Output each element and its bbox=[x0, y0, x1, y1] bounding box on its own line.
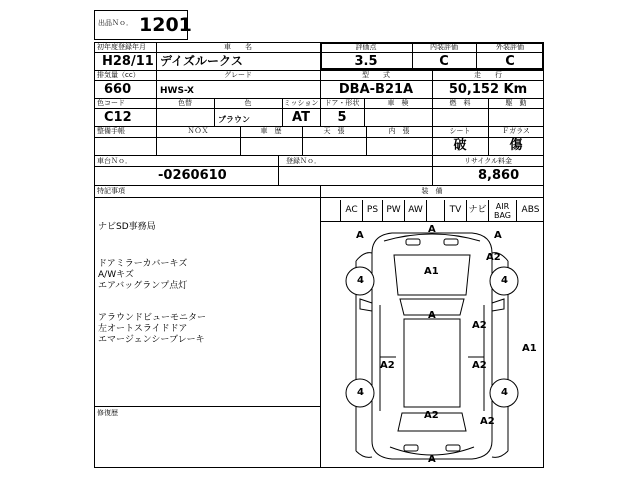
mark-front-right: A bbox=[494, 230, 502, 241]
equipment-blank bbox=[426, 200, 444, 221]
remarks-label: 特記事項 bbox=[97, 187, 125, 195]
glass-label: Ｆガラス bbox=[502, 127, 530, 135]
mission: AT bbox=[292, 110, 310, 125]
drive-label: 駆 動 bbox=[505, 99, 527, 107]
displacement: 660 bbox=[104, 82, 132, 97]
remark-line-6: 左オートスライドドア bbox=[98, 324, 188, 334]
mark-rear-window: A2 bbox=[424, 410, 439, 421]
doors-label: ドア・形状 bbox=[324, 99, 360, 107]
mark-front-right-fender: A2 bbox=[486, 252, 501, 263]
mileage: 50,152 Km bbox=[448, 82, 528, 97]
grade-label: グレード bbox=[224, 71, 252, 79]
mark-roof: A bbox=[428, 310, 436, 321]
displacement-label: 排気量（cc） bbox=[97, 71, 140, 79]
mark-wheel-rl: 4 bbox=[357, 387, 364, 398]
seat-condition: 破 bbox=[453, 138, 467, 153]
model-label: 型 式 bbox=[362, 71, 390, 79]
mark-left-rear-door: A2 bbox=[380, 360, 395, 371]
lot-number-label: 出品Ｎｏ． bbox=[98, 19, 133, 27]
remark-line-4: エアバッグランプ点灯 bbox=[98, 281, 188, 291]
mark-right-rear-door: A2 bbox=[472, 360, 487, 371]
mark-wheel-fl: 4 bbox=[357, 275, 364, 286]
lot-number: 1201 bbox=[139, 14, 192, 36]
reg-year-label: 初年度登録年月 bbox=[97, 43, 146, 51]
maintenance-book-label: 整備手帳 bbox=[97, 127, 125, 135]
mirror-left bbox=[360, 299, 372, 311]
taillight-left bbox=[404, 445, 418, 451]
chassis-label: 車台Ｎｏ． bbox=[97, 157, 132, 165]
interior-score: C bbox=[439, 54, 449, 69]
remark-line-3: A/Wキズ bbox=[98, 270, 134, 280]
car-name: デイズルークス bbox=[160, 54, 243, 68]
mark-front-left: A bbox=[356, 230, 364, 241]
car-diagram bbox=[320, 221, 544, 468]
mark-right-side: A1 bbox=[522, 343, 537, 354]
equipment-ac: AC bbox=[340, 200, 362, 221]
equipment-label: 装 備 bbox=[421, 187, 443, 195]
inspection-label: 車 検 bbox=[387, 99, 409, 107]
color-label: 色 bbox=[244, 99, 252, 107]
interior-pad-label: 内 張 bbox=[388, 127, 410, 135]
remark-line-7: エマージェンシーブレーキ bbox=[98, 335, 205, 345]
mark-wheel-rr: 4 bbox=[501, 387, 508, 398]
model: DBA-B21A bbox=[338, 82, 414, 97]
grade: HWS-X bbox=[160, 86, 194, 96]
repair-history-label: 修復歴 bbox=[97, 409, 118, 417]
sunroof-label: 天 張 bbox=[323, 127, 345, 135]
color-code: C12 bbox=[104, 110, 132, 125]
equipment-pw: PW bbox=[382, 200, 404, 221]
score-label: 評価点 bbox=[355, 43, 377, 51]
roof-outline bbox=[404, 319, 460, 407]
mark-rear-right: A2 bbox=[480, 416, 495, 427]
equipment-tv: TV bbox=[444, 200, 466, 221]
reg-year: H28/11 bbox=[102, 54, 154, 69]
mirror-right bbox=[492, 299, 504, 311]
score: 3.5 bbox=[354, 54, 378, 69]
doors: 5 bbox=[337, 110, 347, 125]
headlight-right bbox=[444, 239, 458, 245]
mark-front-bumper: A bbox=[428, 224, 436, 235]
nox-label: ＮＯＸ bbox=[187, 127, 209, 135]
equipment-ps: PS bbox=[362, 200, 382, 221]
registration-label: 登録Ｎｏ． bbox=[286, 157, 321, 165]
mark-hood: A1 bbox=[424, 266, 439, 277]
mileage-label: 走 行 bbox=[474, 71, 502, 79]
mark-rear-bumper: A bbox=[428, 454, 436, 465]
color-change-label: 色替 bbox=[178, 99, 192, 107]
mark-right-front-door: A2 bbox=[472, 320, 487, 331]
lot-number-box bbox=[94, 10, 192, 40]
remark-line-1: ナビSD事務局 bbox=[98, 222, 156, 232]
car-name-label: 車 名 bbox=[224, 43, 252, 51]
color-code-label: 色コード bbox=[97, 99, 125, 107]
fuel-label: 燃 料 bbox=[449, 99, 471, 107]
recycle-label: リサイクル料金 bbox=[463, 157, 513, 165]
exterior-label: 外装評価 bbox=[496, 43, 524, 51]
equipment-abs: ABS bbox=[516, 200, 544, 221]
chassis-number: -0260610 bbox=[158, 168, 227, 183]
equipment-aw: AW bbox=[404, 200, 426, 221]
headlight-left bbox=[406, 239, 420, 245]
mission-label: ミッション bbox=[283, 99, 319, 107]
recycle-fee: 8,860 bbox=[478, 168, 520, 183]
remark-line-5: アラウンドビューモニター bbox=[98, 313, 207, 323]
seat-label: シート bbox=[449, 127, 471, 135]
glass-condition: 傷 bbox=[509, 138, 523, 153]
color: ブラウン bbox=[218, 115, 250, 124]
exterior-score: C bbox=[505, 54, 515, 69]
taillight-right bbox=[446, 445, 460, 451]
interior-label: 内装評価 bbox=[430, 43, 458, 51]
history-label: 車 歴 bbox=[260, 127, 282, 135]
equipment-navi: ナビ bbox=[466, 200, 488, 221]
remark-line-2: ドアミラーカバーキズ bbox=[98, 259, 188, 269]
mark-wheel-fr: 4 bbox=[501, 275, 508, 286]
equipment-airbag: AIR BAG bbox=[488, 200, 516, 221]
